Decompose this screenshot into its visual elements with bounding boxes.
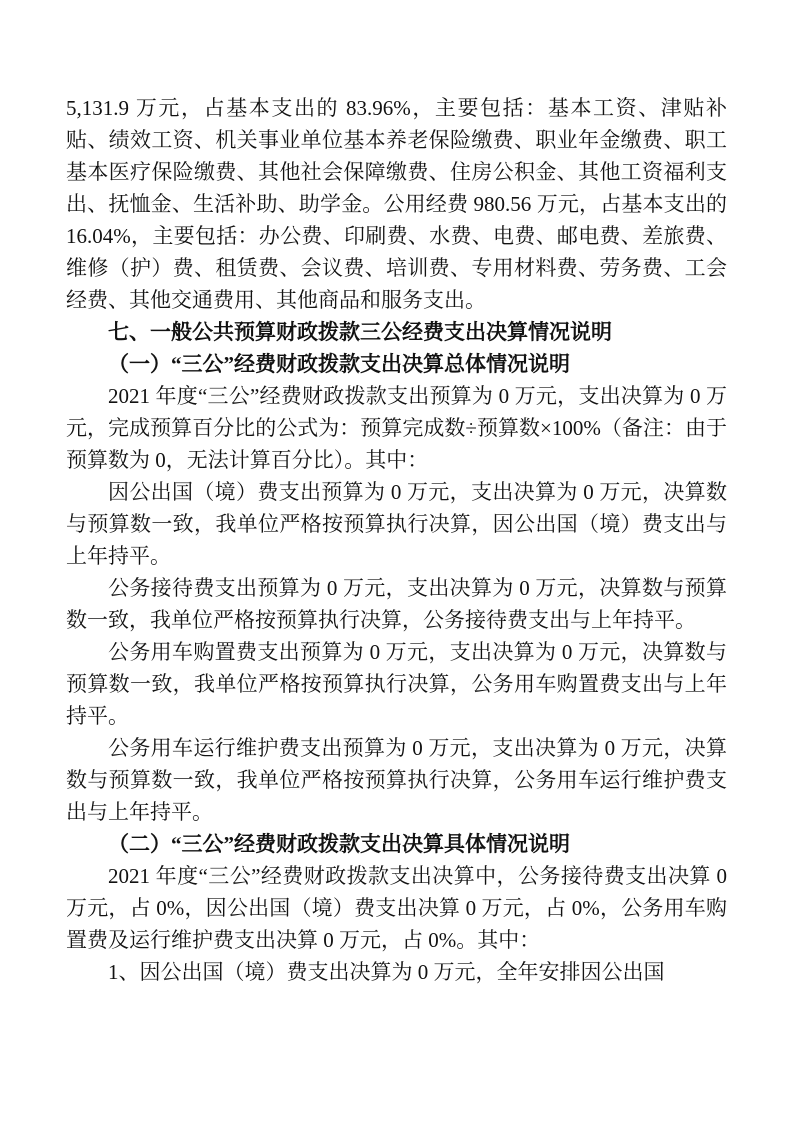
subsection-heading-one-overall: （一）“三公”经费财政拨款支出决算总体情况说明 (108, 352, 570, 376)
paragraph-overseas-travel: 因公出国（境）费支出预算为 0 万元，支出决算为 0 万元，决算数与预算数一致，我单位严格按预算执行决算，因公出国（境）费支出与上年持平。 (66, 480, 727, 568)
subsection-heading-two-specific: （二）“三公”经费财政拨款支出决算具体情况说明 (108, 832, 570, 856)
paragraph-basic-expenditure-breakdown: 5,131.9 万元，占基本支出的 83.96%，主要包括：基本工资、津贴补贴、绩效工资、机关事业单位基本养老保险缴费、职业年金缴费、职工基本医疗保险缴费、其他社会保障缴费、住房公积金、其他工资福利支出、抚恤金、生活补助、助学金。公用经费 980.56 万元，占基本支出的 16.04%，主要包括：办公费、印刷费、水费、电费、邮电费、差旅费、维修（护）费、租赁费、会议费、培训费、专用材料费、劳务费、工会经费、其他交通费用、其他商品和服务支出。 (66, 96, 727, 312)
paragraph-sangong-specific: 2021 年度“三公”经费财政拨款支出决算中，公务接待费支出决算 0 万元，占 0%，因公出国（境）费支出决算 0 万元，占 0%，公务用车购置费及运行维护费支出决算 0 万元，占 0%。其中： (66, 864, 727, 952)
paragraph-sangong-overall: 2021 年度“三公”经费财政拨款支出预算为 0 万元，支出决算为 0 万元，完成预算百分比的公式为：预算完成数÷预算数×100%（备注：由于预算数为 0，无法计算百分比）。其中： (66, 384, 727, 472)
paragraph-official-reception: 公务接待费支出预算为 0 万元，支出决算为 0 万元，决算数与预算数一致，我单位严格按预算执行决算，公务接待费支出与上年持平。 (66, 576, 727, 632)
paragraph-vehicle-maintenance: 公务用车运行维护费支出预算为 0 万元，支出决算为 0 万元，决算数与预算数一致，我单位严格按预算执行决算，公务用车运行维护费支出与上年持平。 (66, 736, 727, 824)
paragraph-vehicle-purchase: 公务用车购置费支出预算为 0 万元，支出决算为 0 万元，决算数与预算数一致，我单位严格按预算执行决算，公务用车购置费支出与上年持平。 (66, 640, 727, 728)
section-heading-seven: 七、一般公共预算财政拨款三公经费支出决算情况说明 (108, 320, 612, 344)
paragraph-overseas-travel-detail: 1、因公出国（境）费支出决算为 0 万元，全年安排因公出国 (108, 960, 665, 984)
